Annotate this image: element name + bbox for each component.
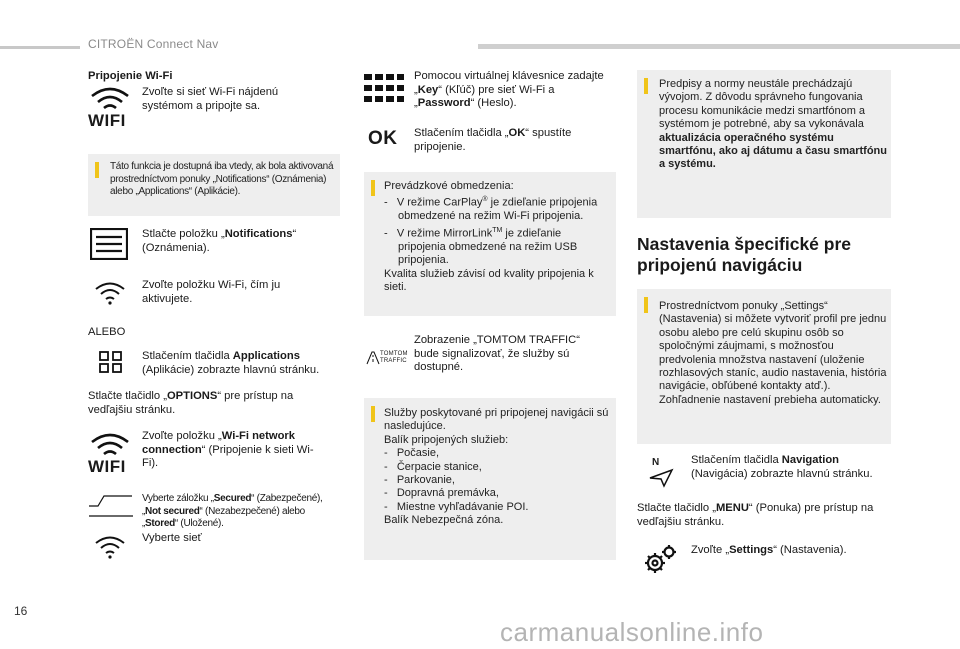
step-wifi-network-connection: Zvoľte položku „Wi-Fi network connection“ (Pripojenie k sieti Wi-Fi). <box>142 430 314 470</box>
header-rule-right <box>478 44 960 49</box>
or-label: ALEBO <box>88 326 126 338</box>
step-ok: Stlačením tlačidla „OK“ spustíte pripojenie. <box>414 127 572 153</box>
note-updates: Predpisy a normy neustále prechádzajú vývojom. Z dôvodu správneho fungovania procesu komunikácie medzi smartfónom a systémom je potrebné, aby sa vykonávala aktualizácia operačného systému smartfónu, ako aj dátumu a času smartfónu a systému. <box>659 78 887 171</box>
ok-icon: OK <box>368 128 398 149</box>
note-limits: Prevádzkové obmedzenia: - V režime CarPlay® je zdieľanie pripojenia obmedzené na režim Wi-Fi pripojenia. - V režime MirrorLink™ je zdieľanie pripojenia obmedzené na režim USB pripojenia. Kvalita služieb závisí od kvality pripojenia k sieti. <box>384 180 598 294</box>
note-settings: Prostredníctvom ponuky „Settings“ (Nastavenia) si môžete vytvoriť profil pre jednu osobu alebo pre celú skupinu osôb so spoločnými záujmami, s možnosťou predvolenia množstva nastavení (uloženie rozhlasových staníc, audio nastavenia, história navigácie, obľúbené kontakty atď.). Zohľadnenie nastavení prebieha automaticky. <box>659 300 887 406</box>
settings-gears-icon <box>642 543 678 577</box>
note-box-settings <box>637 289 891 444</box>
step-menu: Stlačte tlačidlo „MENU“ (Ponuka) pre prístup na vedľajšiu stránku. <box>637 502 874 528</box>
page-number: 16 <box>14 604 28 618</box>
tabs-icon <box>88 494 134 518</box>
step-activate-wifi: Zvoľte položku Wi-Fi, čím ju aktivujete. <box>142 279 281 305</box>
info-bar-icon <box>644 78 648 94</box>
step-settings: Zvoľte „Settings“ (Nastavenia). <box>691 544 847 556</box>
note-box-updates <box>637 70 891 218</box>
info-bar-icon <box>371 406 375 422</box>
header-rule-left <box>0 46 80 49</box>
note-box-availability <box>88 154 340 216</box>
applications-grid-icon <box>99 351 123 373</box>
step-choose-network: Vyberte sieť <box>142 532 202 544</box>
wifi-logo-icon <box>88 86 132 134</box>
step-select-network: Zvoľte si sieť Wi-Fi nájdenú systémom a pripojte sa. <box>142 86 279 112</box>
step-options: Stlačte tlačidlo „OPTIONS“ pre prístup na vedľajšiu stránku. <box>88 390 294 416</box>
step-navigation: Stlačením tlačidla Navigation (Navigácia) zobrazte hlavnú stránku. <box>691 454 873 480</box>
note-box-services <box>364 398 616 560</box>
navigation-icon: N <box>648 458 674 488</box>
keyboard-icon <box>364 74 404 104</box>
tomtom-traffic-icon <box>366 350 412 368</box>
tomtom-icon-label: TOMTOM TRAFFIC <box>380 351 408 364</box>
step-notifications: Stlačte položku „Notifications“ (Oznámenia). <box>142 228 297 254</box>
note-availability: Táto funkcia je dostupná iba vtedy, ak bola aktivovaná prostredníctvom ponuky „Notifications“ (Oznámenia) alebo „Applications“ (Aplikácie). <box>110 161 334 198</box>
note-box-limits <box>364 172 616 316</box>
info-bar-icon <box>644 297 648 313</box>
step-tomtom-traffic: Zobrazenie „TOMTOM TRAFFIC“ bude signalizovať, že služby sú dostupné. <box>414 334 580 374</box>
wifi-logo-icon <box>88 432 132 480</box>
info-bar-icon <box>371 180 375 196</box>
header-title: CITROËN Connect Nav <box>88 37 219 51</box>
wifi-icon <box>94 534 126 560</box>
wifi-logo-label: WIFI <box>88 457 126 476</box>
note-services: Služby poskytované pri pripojenej navigácii sú nasledujúce. Balík pripojených služieb: - Počasie, - Čerpacie stanice, - Parkovanie, - Dopravná premávka, - Miestne vyhľadávanie POI. Balík Nebezpečná zóna. <box>384 407 609 527</box>
watermark: carmanualsonline.info <box>500 617 764 647</box>
step-virtual-keyboard: Pomocou virtuálnej klávesnice zadajte „Key“ (Kľúč) pre sieť Wi-Fi a „Password“ (Heslo). <box>414 70 604 110</box>
section-heading: Nastavenia špecifické pre pripojenú navigáciu <box>637 234 852 275</box>
step-select-tab: Vyberte záložku „Secured“ (Zabezpečené), „Not secured“ (Nezabezpečené) alebo „Stored“ (Uložené). <box>142 493 323 530</box>
notifications-list-icon <box>90 228 128 260</box>
wifi-icon <box>94 280 126 306</box>
step-applications: Stlačením tlačidla Applications (Aplikácie) zobrazte hlavnú stránku. <box>142 350 320 376</box>
wifi-logo-label: WIFI <box>88 111 126 130</box>
wifi-heading: Pripojenie Wi-Fi <box>88 70 173 82</box>
info-bar-icon <box>95 162 99 178</box>
